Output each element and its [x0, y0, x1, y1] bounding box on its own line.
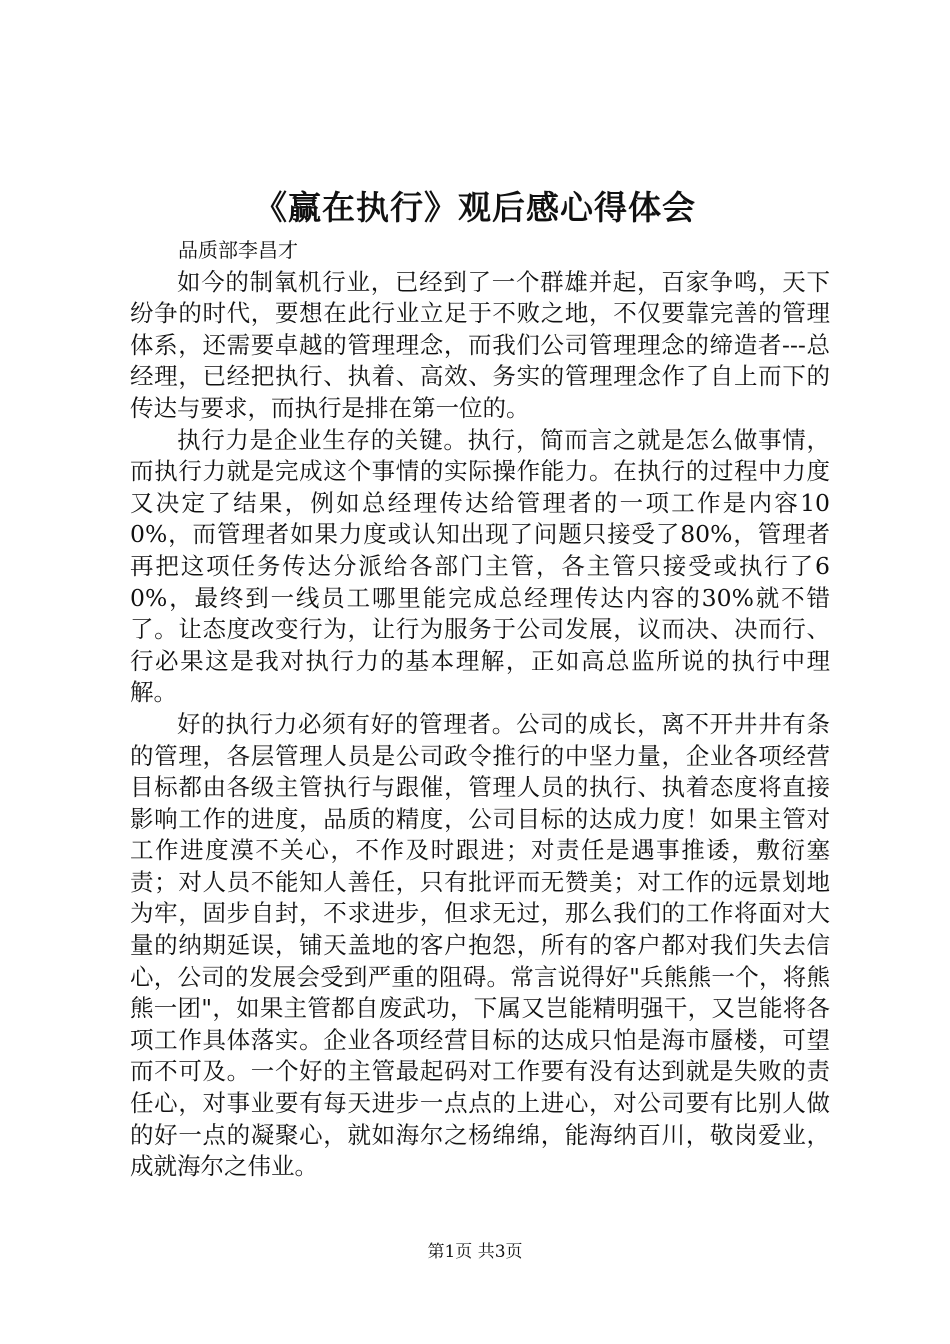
- page-footer: 第1页 共3页: [427, 1242, 523, 1262]
- document-body: [130, 235, 830, 1183]
- paragraph-2: 执行力是企业生存的关键。执行，简而言之就是怎么做事情，而执行力就是完成这个事情的实际操作能力。在执行的过程中力度又决定了结果，例如总经理传达给管理者的一项工作是内容100%，而管理者如果力度或认知出现了问题只接受了80%，管理者再把这项任务传达分派给各部门主管，各主管只接受或执行了60%，最终到一线员工哪里能完成总经理传达内容的30%就不错了。让态度改变行为，让行为服务于公司发展，议而决、决而行、行必果这是我对执行力的基本理解，正如高总监所说的执行中理解。: [130, 425, 830, 707]
- author-line: 品质部李昌才: [178, 238, 298, 262]
- paragraph-3: 好的执行力必须有好的管理者。公司的成长，离不开井井有条的管理，各层管理人员是公司政令推行的中坚力量，企业各项经营目标都由各级主管执行与跟催，管理人员的执行、执着态度将直接影响工作的进度，品质的精度，公司目标的达成力度！如果主管对工作进度漠不关心，不作及时跟进；对责任是遇事推诿，敷衍塞责；对人员不能知人善任，只有批评而无赞美；对工作的远景划地为牢，固步自封，不求进步，但求无过，那么我们的工作将面对大量的纳期延误，铺天盖地的客户抱怨，所有的客户都对我们失去信心，公司的发展会受到严重的阻碍。常言说得好"兵熊熊一个，将熊熊一团"，如果主管都自废武功，下属又岂能精明强干，又岂能将各项工作具体落实。企业各项经营目标的达成只怕是海市蜃楼，可望而不可及。一个好的主管最起码对工作要有没有达到就是失败的责任心，对事业要有每天进步一点点的上进心，对公司要有比别人做的好一点的凝聚心，就如海尔之杨绵绵，能海纳百川，敬岗爱业，成就海尔之伟业。: [130, 709, 830, 1181]
- document-title: 《赢在执行》观后感心得体会: [254, 188, 696, 227]
- paragraph-1: 如今的制氧机行业，已经到了一个群雄并起，百家争鸣，天下纷争的时代，要想在此行业立足于不败之地，不仅要靠完善的管理体系，还需要卓越的管理理念，而我们公司管理理念的缔造者---总经理，已经把执行、执着、高效、务实的管理理念作了自上而下的传达与要求，而执行是排在第一位的。: [130, 267, 830, 422]
